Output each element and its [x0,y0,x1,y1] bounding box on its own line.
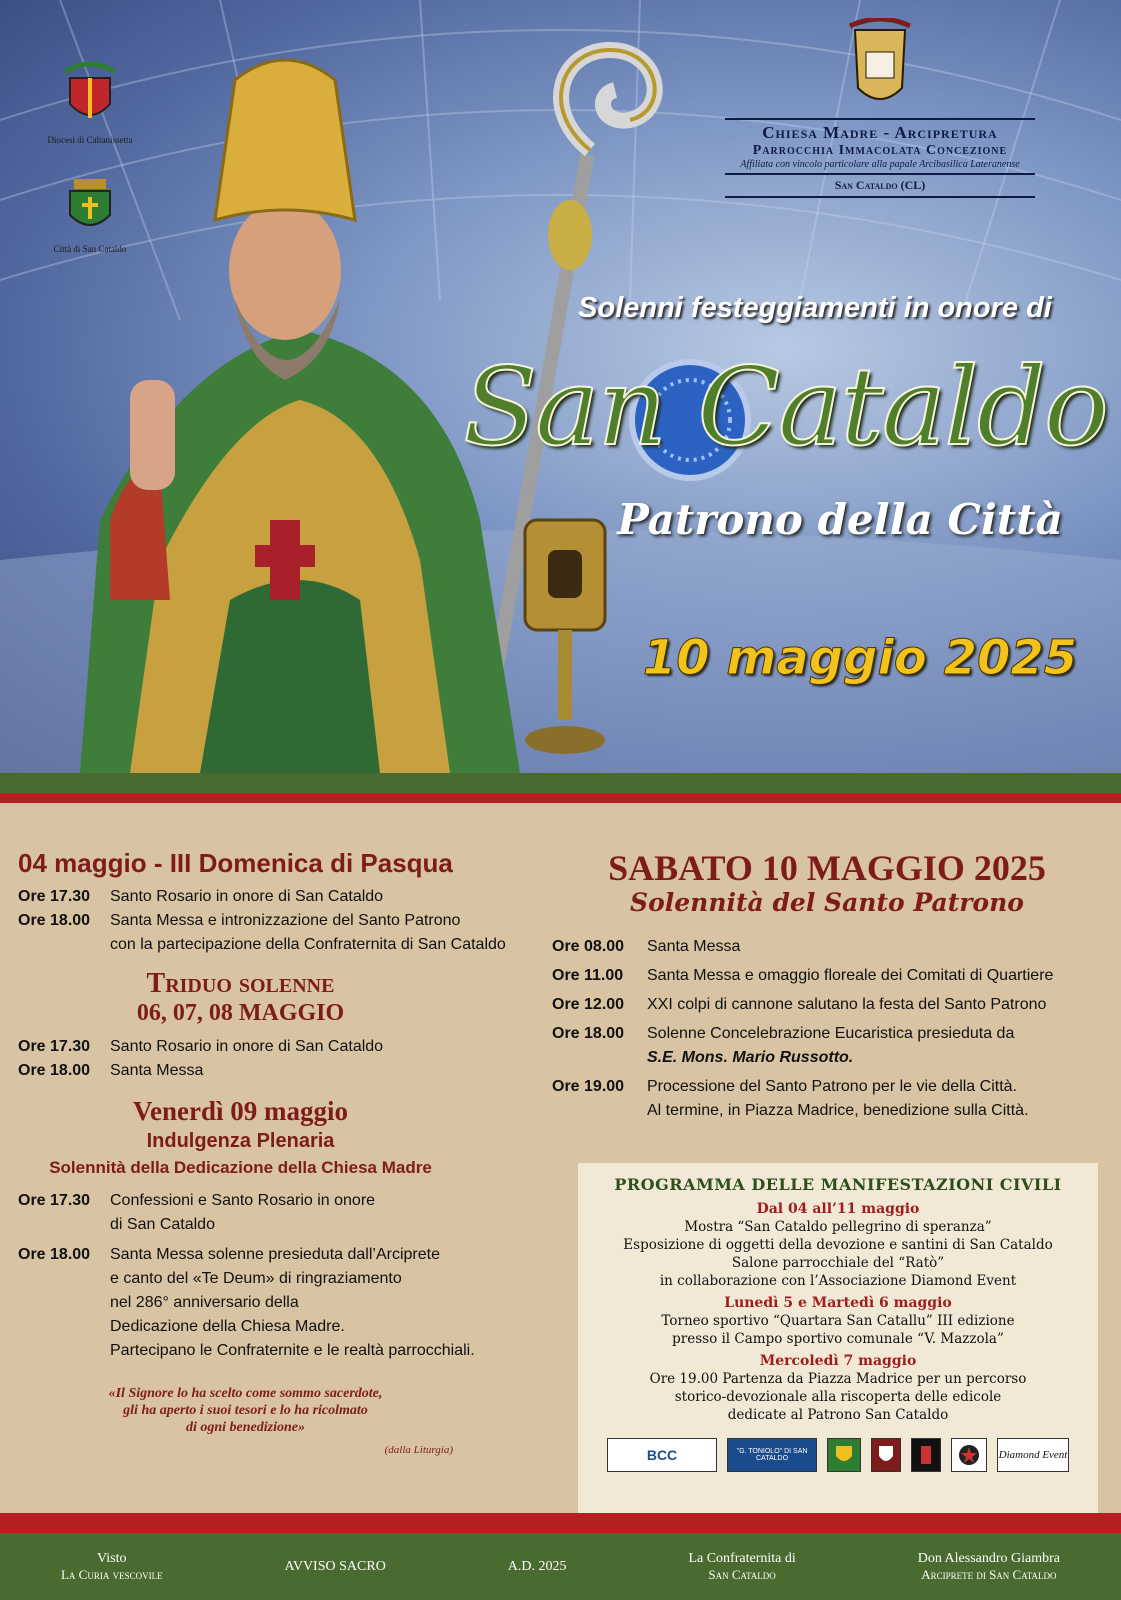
event-desc-cont: nel 286° anniversario della [110,1294,299,1311]
event-time: Ore 18.00 [18,1246,91,1263]
event-time: Ore 11.00 [552,967,624,984]
event-desc-cont: di San Cataldo [110,1216,215,1233]
event-time: Ore 18.00 [18,912,91,929]
hero-subtitle: Solenni festeggiamenti in onore di [578,292,1052,324]
sponsor-bcc-logo: BCC [607,1438,717,1472]
triduo-title: Triduo solenne [146,968,335,999]
diocese-label: Diocesi di Caltanissetta [47,135,133,145]
event-desc: Santa Messa e omaggio floreale dei Comitati di Quartiere [647,967,1054,984]
sponsor-logos [578,1438,1098,1472]
event-row [18,1189,553,1213]
event-row [18,909,553,933]
event-desc: Santa Messa solenne presieduta dall’Arciprete [110,1246,440,1263]
footer-text: Arciprete di San Cataldo [921,1566,1057,1582]
event-desc: Confessioni e Santo Rosario in onore [110,1192,376,1209]
event-desc: Processione del Santo Patrono per le vie della Città. [647,1078,1017,1095]
diocese-logo [35,60,145,145]
footer-year: A.D. 2025 [507,1558,567,1574]
civil-line: Esposizione di oggetti della devozione e santini di San Cataldo [623,1237,1053,1253]
event-row [552,1099,1102,1123]
event-row [552,1046,1102,1070]
quote-line: gli ha aperto i suoi tesori e lo ha ricolmato [123,1403,368,1418]
event-desc: XXI colpi di cannone salutano la festa del Santo Patrono [647,996,1047,1013]
civil-line: in collaborazione con l’Associazione Diamond Event [659,1273,1017,1289]
quote-line: di ogni benedizione» [185,1420,305,1435]
triduo-dates: 06, 07, 08 MAGGIO [136,1000,345,1026]
footer-arciprete [918,1551,1060,1583]
event-time: Ore 12.00 [552,996,625,1013]
civil-title: PROGRAMMA DELLE MANIFESTAZIONI CIVILI [614,1175,1062,1194]
sponsor-shield-icon [871,1438,901,1472]
footer-curia [61,1551,163,1583]
hero-section [0,0,1121,773]
hero-saint-name: San Cataldo [463,345,1107,470]
saturday-subtitle: Solennità del Santo Patrono [630,888,1024,917]
quote-line: «Il Signore lo ha scelto come sommo sacerdote, [108,1386,383,1401]
event-desc-cont: Al termine, in Piazza Madrice, benedizione sulla Città. [647,1102,1029,1119]
footer-text: Don Alessandro Giambra [917,1550,1061,1566]
event-row [18,1035,553,1059]
event-time: Ore 08.00 [552,938,625,955]
city-logo [35,175,145,254]
civil-line: dedicate al Patrono San Cataldo [727,1407,949,1423]
event-time: Ore 17.30 [18,1192,91,1209]
civil-date: Mercoledì 7 maggio [759,1353,917,1369]
liturgy-quote [18,1385,553,1436]
event-row [552,1075,1102,1099]
sponsor-toniolo-logo: "G. TONIOLO" DI SAN CATALDO [727,1438,817,1472]
event-row [18,885,553,909]
sponsor-diamond-logo: Diamond Event [997,1438,1069,1472]
parish-line-4: San Cataldo (CL) [834,178,926,192]
sponsor-dark-icon [911,1438,941,1472]
footer-avviso: AVVISO SACRO [284,1558,386,1574]
civil-date: Dal 04 all’11 maggio [756,1201,920,1217]
divider-red-bottom [0,1513,1121,1533]
event-row [552,964,1102,988]
parish-crest-icon [830,18,930,110]
left-program [18,848,553,1456]
divider-green [0,773,1121,793]
city-label: Città di San Cataldo [53,244,127,254]
civil-line: Ore 19.00 Partenza da Piazza Madrice per un percorso [649,1371,1027,1387]
event-note: con la partecipazione della Confraternita di San Cataldo [110,936,506,953]
saturday-title: SABATO 10 MAGGIO 2025 [608,848,1046,888]
event-desc: Solenne Concelebrazione Eucaristica presieduta da [647,1025,1015,1042]
divider-red [0,793,1121,803]
event-desc: Santo Rosario in onore di San Cataldo [110,1038,384,1055]
civil-line: Salone parrocchiale del “Ratò” [731,1255,945,1271]
event-desc-cont: Partecipano le Confraternite e le realtà parrocchiali. [110,1342,475,1359]
parish-line-3: Affiliata con vincolo particolare alla papale Arcibasilica Lateranense [740,159,1020,170]
footer-confraternita [688,1551,795,1583]
quote-source: (dalla Liturgia) [384,1444,453,1456]
celebrant-name: S.E. Mons. Mario Russotto. [647,1049,854,1066]
sponsor-star-icon [951,1438,987,1472]
coat-of-arms-icon [60,60,120,128]
sponsor-crest-icon [827,1438,861,1472]
parish-line-1: Chiesa Madre - Arcipretura [762,123,998,142]
civil-date: Lunedì 5 e Martedì 6 maggio [724,1295,952,1311]
event-desc-cont: e canto del «Te Deum» di ringraziamento [110,1270,402,1287]
saint-statue-illustration [80,60,520,773]
event-desc: Santa Messa [110,1062,204,1079]
event-time: Ore 17.30 [18,1038,91,1055]
friday-solemnity: Solennità della Dedicazione della Chiesa Madre [49,1158,432,1177]
event-time: Ore 18.00 [552,1025,625,1042]
footer [0,1533,1121,1600]
right-program [552,848,1102,1128]
event-row [18,1243,553,1267]
event-time: Ore 19.00 [552,1078,625,1095]
event-row [552,1022,1102,1046]
parish-line-2: Parrocchia Immacolata Concezione [752,143,1008,158]
event-desc: Santo Rosario in onore di San Cataldo [110,888,384,905]
event-row [552,993,1102,1017]
footer-text: San Cataldo [708,1566,776,1582]
day1-title: 04 maggio - III Domenica di Pasqua [18,848,453,878]
event-row [18,1059,553,1083]
event-desc: Santa Messa [647,938,741,955]
event-desc-cont: Dedicazione della Chiesa Madre. [110,1318,345,1335]
civil-line: Torneo sportivo “Quartara San Catallu” III edizione [661,1313,1015,1329]
friday-indulgence: Indulgenza Plenaria [146,1130,335,1152]
hero-patron: Patrono della Città [617,495,1063,544]
friday-title: Venerdì 09 maggio [133,1096,348,1126]
civil-program-box [578,1163,1098,1513]
footer-text: La Confraternita di [688,1550,796,1566]
civil-line: storico-devozionale alla riscoperta delle edicole [674,1389,1002,1405]
event-row [552,935,1102,959]
civil-line: presso il Campo sportivo comunale “V. Mazzola” [672,1331,1004,1347]
event-time: Ore 17.30 [18,888,91,905]
civil-line: Mostra “San Cataldo pellegrino di speranza” [684,1219,992,1235]
event-time: Ore 18.00 [18,1062,91,1079]
footer-text: La Curia vescovile [60,1566,163,1582]
hero-date: 10 maggio 2025 [642,630,1078,686]
parish-header [725,18,1035,201]
event-desc: Santa Messa e intronizzazione del Santo Patrono [110,912,461,929]
footer-text: Visto [97,1550,127,1566]
city-crest-icon [60,175,120,237]
